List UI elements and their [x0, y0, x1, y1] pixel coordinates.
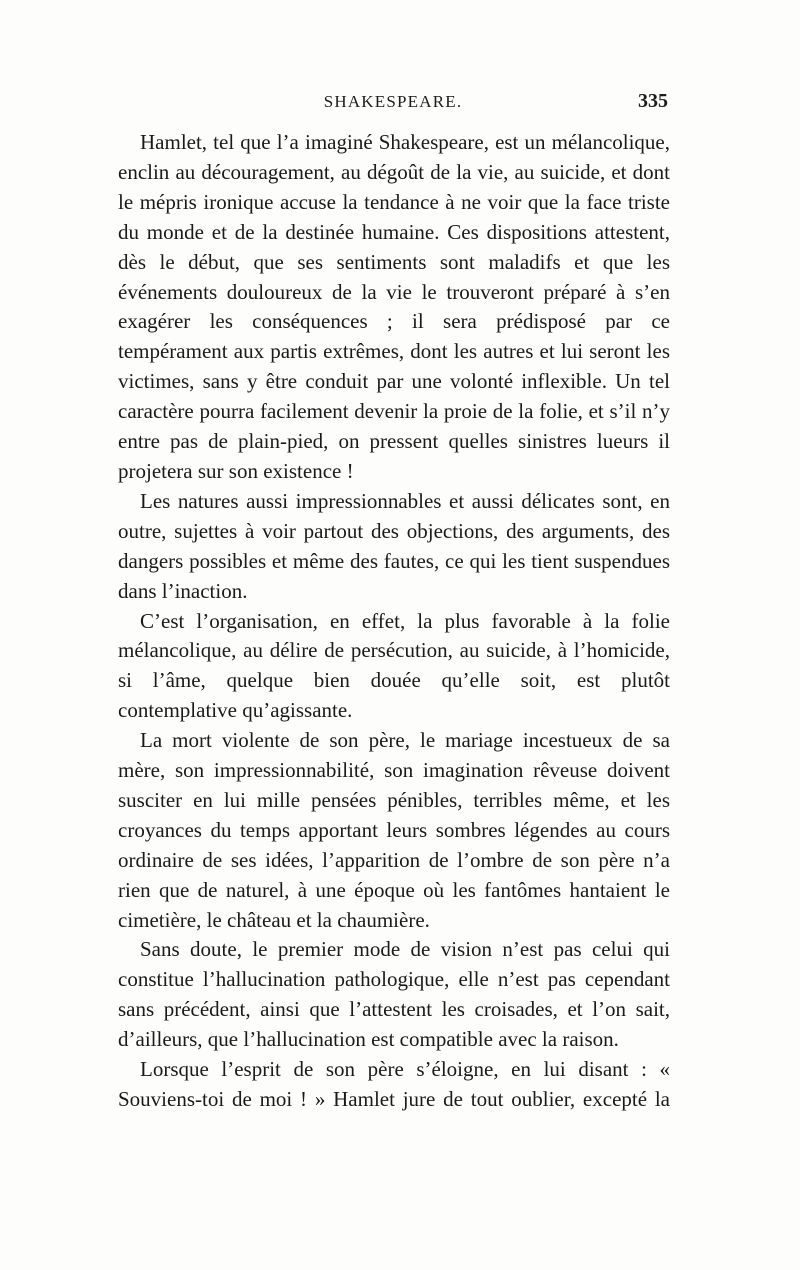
body-text — [118, 128, 670, 1115]
running-title: SHAKESPEARE. — [323, 92, 463, 111]
paragraph-hamlet-character: Hamlet, tel que l’a imaginé Shakespeare, est un mélancolique, enclin au découragement, au dégoût de la vie, au suicide, et dont le mépris ironique accuse la tendance à ne voir que la face triste du monde et de la destinée humaine. Ces dispositions attestent, dès le début, que ses sentiments sont maladifs et que les événements douloureux de la vie le trouveront préparé à s’en exagérer les conséquences ; il sera prédisposé par ce tempérament aux partis extrêmes, dont les autres et lui seront les victimes, sans y être conduit par une volonté inflexible. Un tel caractère pourra facilement devenir la proie de la folie, et s’il n’y entre pas de plain-pied, on pressent quelles sinistres lueurs il projetera sur son existence ! — [118, 130, 670, 483]
paragraph-fathers-death: La mort violente de son père, le mariage incestueux de sa mère, son impressionnabilité, son imagination rêveuse doivent susciter en lui mille pensées pénibles, terribles même, et les croyances du temps apportant leurs sombres légendes au cours ordinaire de ses idées, l’apparition de l’ombre de son père n’a rien que de naturel, à une époque où les fantômes hantaient le cimetière, le château et la chaumière. — [118, 728, 670, 932]
paragraph-melancholic-organisation: C’est l’organisation, en effet, la plus favorable à la folie mélancolique, au délire de persécution, au suicide, à l’homicide, si l’âme, quelque bien douée qu’elle soit, est plutôt contemplative qu’agissante. — [118, 608, 670, 723]
page-number: 335 — [638, 90, 668, 112]
paragraph-hallucination: Sans doute, le premier mode de vision n’est pas celui qui constitue l’hallucination pathologique, elle n’est pas cependant sans précédent, ainsi que l’attestent les croisades, et l’on sait, d’ailleurs, que l’hallucination est compatible avec la raison. — [118, 937, 670, 1052]
running-head — [118, 92, 668, 116]
paragraph-impressionable-natures: Les natures aussi impressionnables et aussi délicates sont, en outre, sujettes à voir partout des objections, des arguments, des dangers possibles et même des fautes, ce qui les tient suspendues dans l’inaction. — [118, 488, 670, 603]
paragraph-ghost-departure: Lorsque l’esprit de son père s’éloigne, en lui disant : « Souviens-toi de moi ! » Hamlet jure de tout oublier, excepté la — [118, 1057, 670, 1111]
